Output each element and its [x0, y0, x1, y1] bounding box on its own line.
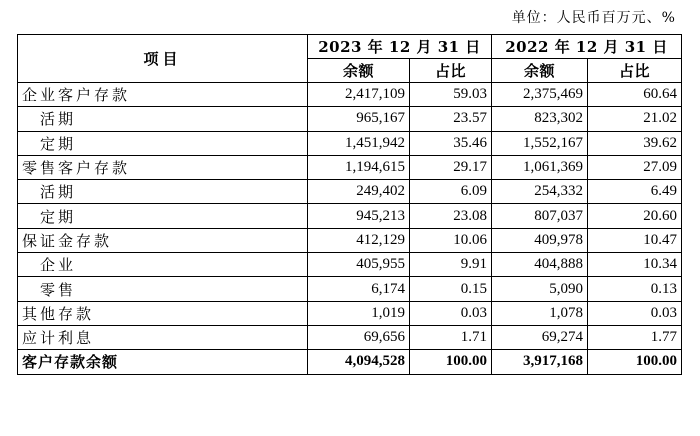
- amount-2023-cell: 1,194,615: [308, 155, 410, 179]
- share-2023-cell: 35.46: [410, 131, 492, 155]
- period-2023-header: 2023 年 12 月 31 日: [308, 35, 492, 59]
- share-2023-cell: 10.06: [410, 228, 492, 252]
- amount-2022-cell: 1,552,167: [492, 131, 588, 155]
- share-2023-cell: 6.09: [410, 180, 492, 204]
- amount-2022-cell: 404,888: [492, 253, 588, 277]
- row-label: 零售客户存款: [18, 155, 308, 179]
- table-row: [18, 180, 682, 204]
- amount-2022-cell: 807,037: [492, 204, 588, 228]
- share-2022-cell: 20.60: [588, 204, 682, 228]
- share-2023-header: 占比: [410, 59, 492, 83]
- total-amount-2022-cell: 3,917,168: [492, 350, 588, 374]
- share-2023-cell: 23.08: [410, 204, 492, 228]
- amount-2023-cell: 6,174: [308, 277, 410, 301]
- share-2022-cell: 27.09: [588, 155, 682, 179]
- amount-2023-header: 余额: [308, 59, 410, 83]
- amount-2023-cell: 1,451,942: [308, 131, 410, 155]
- amount-2022-cell: 69,274: [492, 325, 588, 349]
- table-row: [18, 228, 682, 252]
- row-label: 定期: [18, 204, 308, 228]
- row-label: 活期: [18, 180, 308, 204]
- row-label: 保证金存款: [18, 228, 308, 252]
- share-2022-cell: 0.03: [588, 301, 682, 325]
- period-2022-header: 2022 年 12 月 31 日: [492, 35, 682, 59]
- table-row: [18, 83, 682, 107]
- share-2022-cell: 60.64: [588, 83, 682, 107]
- item-column-header: 项目: [18, 35, 308, 83]
- row-label: 定期: [18, 131, 308, 155]
- amount-2023-cell: 945,213: [308, 204, 410, 228]
- table-row: [18, 301, 682, 325]
- share-2023-cell: 0.15: [410, 277, 492, 301]
- header-row-periods: [18, 35, 682, 59]
- amount-2023-cell: 1,019: [308, 301, 410, 325]
- amount-2022-cell: 823,302: [492, 107, 588, 131]
- row-label: 企业: [18, 253, 308, 277]
- amount-2023-cell: 412,129: [308, 228, 410, 252]
- table-row: [18, 107, 682, 131]
- share-2023-cell: 29.17: [410, 155, 492, 179]
- amount-2023-cell: 249,402: [308, 180, 410, 204]
- share-2022-cell: 10.47: [588, 228, 682, 252]
- table-row: [18, 131, 682, 155]
- row-label: 应计利息: [18, 325, 308, 349]
- share-2023-cell: 9.91: [410, 253, 492, 277]
- total-label: 客户存款余额: [18, 350, 308, 374]
- amount-2023-cell: 2,417,109: [308, 83, 410, 107]
- share-2023-cell: 59.03: [410, 83, 492, 107]
- share-2023-cell: 0.03: [410, 301, 492, 325]
- amount-2022-cell: 2,375,469: [492, 83, 588, 107]
- amount-2023-cell: 405,955: [308, 253, 410, 277]
- total-share-2023-cell: 100.00: [410, 350, 492, 374]
- total-row: [18, 350, 682, 374]
- share-2022-cell: 39.62: [588, 131, 682, 155]
- table-header: [18, 35, 682, 83]
- amount-2023-cell: 965,167: [308, 107, 410, 131]
- table-row: [18, 325, 682, 349]
- amount-2022-cell: 254,332: [492, 180, 588, 204]
- amount-2022-cell: 1,061,369: [492, 155, 588, 179]
- total-amount-2023-cell: 4,094,528: [308, 350, 410, 374]
- table-row: [18, 253, 682, 277]
- row-label: 活期: [18, 107, 308, 131]
- share-2022-cell: 1.77: [588, 325, 682, 349]
- row-label: 其他存款: [18, 301, 308, 325]
- table-row: [18, 277, 682, 301]
- amount-2022-cell: 5,090: [492, 277, 588, 301]
- amount-2022-header: 余额: [492, 59, 588, 83]
- table-body: [18, 83, 682, 375]
- total-share-2022-cell: 100.00: [588, 350, 682, 374]
- row-label: 企业客户存款: [18, 83, 308, 107]
- share-2022-header: 占比: [588, 59, 682, 83]
- share-2022-cell: 10.34: [588, 253, 682, 277]
- share-2022-cell: 6.49: [588, 180, 682, 204]
- share-2022-cell: 0.13: [588, 277, 682, 301]
- row-label: 零售: [18, 277, 308, 301]
- share-2023-cell: 1.71: [410, 325, 492, 349]
- customer-deposits-table: [17, 34, 682, 375]
- table-row: [18, 155, 682, 179]
- share-2023-cell: 23.57: [410, 107, 492, 131]
- unit-note: 单位：人民币百万元、%: [511, 10, 676, 26]
- amount-2022-cell: 409,978: [492, 228, 588, 252]
- amount-2023-cell: 69,656: [308, 325, 410, 349]
- amount-2022-cell: 1,078: [492, 301, 588, 325]
- share-2022-cell: 21.02: [588, 107, 682, 131]
- table-row: [18, 204, 682, 228]
